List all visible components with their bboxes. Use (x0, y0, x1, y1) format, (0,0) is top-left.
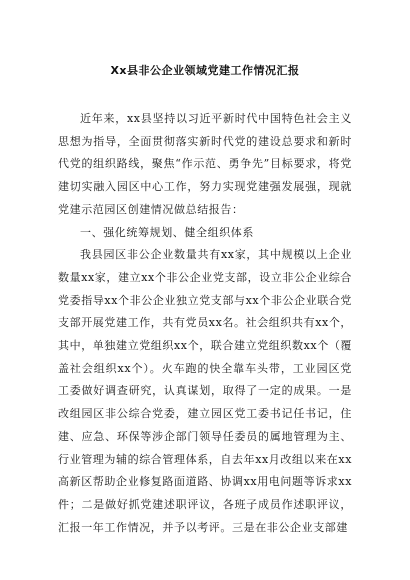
body-paragraph: 我县园区非公企业数量共有xx家，其中规模以上企业数量xx家，建立xx个非公企业党支部，设立非公企业综合党委指导xx个非公企业独立党支部与xx个非公企业联合党支部开展党建工作，共有党员xx名。社会组织共有xx个，其中，单独建立党组织xx个，联合建立党组织数xx个（覆盖社会组织xx个）。火车跑的快全靠车头带，工业园区党工委做好调查研究，认真谋划，取得了一定的成果。一是改组园区非公综合党委，建立园区党工委书记任书记，住建、应急、环保等涉企部门领导任委员的属地管理为主、行业管理为辅的综合管理体系，自去年xx月改组以来在xx高新区帮助企业修复路面道路、协调xx用电问题等诉求xx件；二是做好抓党建述职评议，各班子成员作述职评议，汇报一年工作情况，并予以考评。三是在非公企业支部建 (58, 248, 353, 534)
section-heading: 一、强化统筹规划、健全组织体系 (80, 225, 254, 239)
intro-paragraph: 近年来，xx县坚持以习近平新时代中国特色社会主义思想为指导，全面贯彻落实新时代党的建设总要求和新时代党的组织路线，聚焦“作示范、勇争先”目标要求，将党建切实融入园区中心工作，努力实现党建强发展强，现就党建示范园区创建情况做总结报告： (58, 112, 352, 216)
document-title: Xx县非公企业领域党建工作情况汇报 (110, 64, 300, 77)
